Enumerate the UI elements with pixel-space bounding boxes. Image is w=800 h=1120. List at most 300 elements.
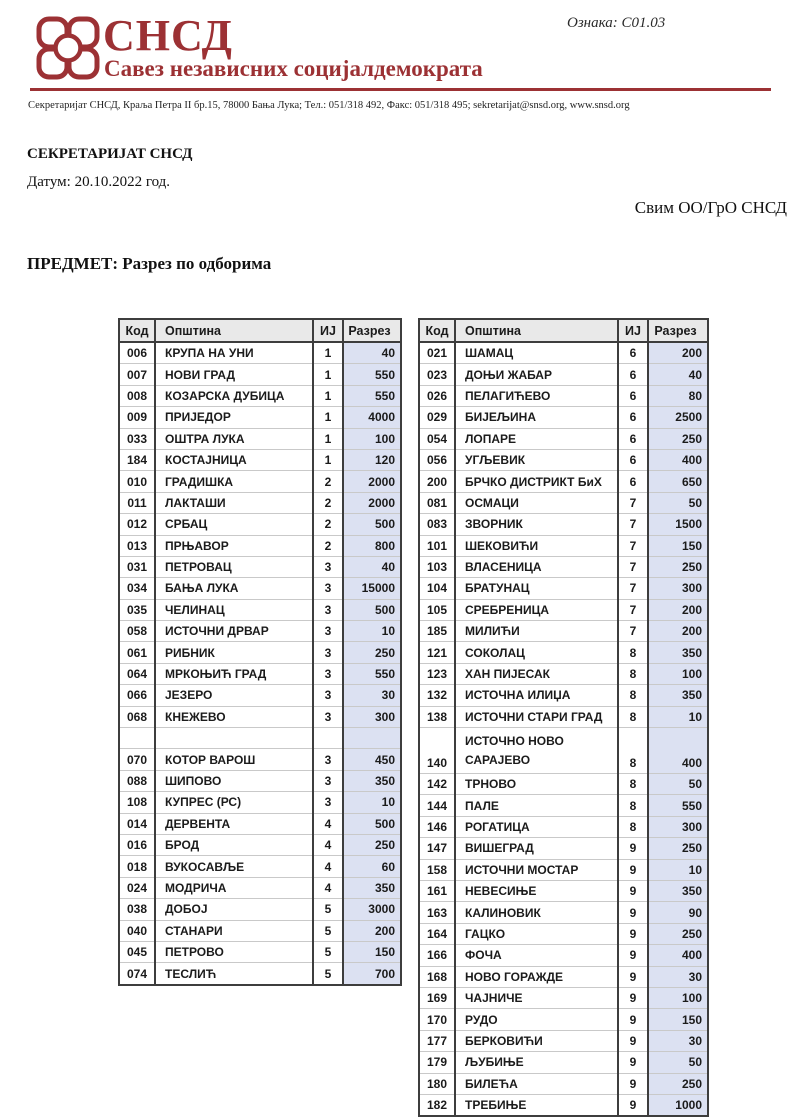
table-row [419, 795, 708, 816]
address-line: Секретаријат СНСД, Краља Петра II бр.15, 78000 Бања Лука; Тел.: 051/318 492, Факс: 051/318 495; sekretarijat@snsd.org, www.snsd.org [28, 100, 630, 111]
code-cell: 182 [419, 1094, 455, 1116]
municipality-cell: ДОБОЈ [155, 899, 313, 920]
table-row [119, 621, 401, 642]
razrez-cell: 200 [648, 599, 708, 620]
razrez-cell: 15000 [343, 578, 401, 599]
code-cell: 088 [119, 770, 155, 791]
razrez-cell: 550 [648, 795, 708, 816]
code-cell: 026 [419, 385, 455, 406]
ij-cell: 3 [313, 556, 343, 577]
razrez-cell: 120 [343, 449, 401, 470]
table-row [419, 923, 708, 944]
table-row [119, 342, 401, 364]
razrez-cell: 500 [343, 599, 401, 620]
municipality-cell: ДЕРВЕНТА [155, 813, 313, 834]
razrez-cell: 4000 [343, 407, 401, 428]
code-cell: 033 [119, 428, 155, 449]
table-row [419, 838, 708, 859]
municipality-cell: СОКОЛАЦ [455, 642, 618, 663]
column-header: Код [119, 319, 155, 342]
razrez-cell: 250 [648, 1073, 708, 1094]
municipality-cell: ТРНОВО [455, 774, 618, 795]
municipality-cell: МИЛИЋИ [455, 621, 618, 642]
ij-cell: 3 [313, 663, 343, 684]
ij-cell: 8 [618, 816, 648, 837]
table-row [419, 599, 708, 620]
municipality-cell [155, 728, 313, 749]
municipality-cell: ШАМАЦ [455, 342, 618, 364]
municipality-cell: ЛОПАРЕ [455, 428, 618, 449]
razrez-cell: 50 [648, 1052, 708, 1073]
table-row [419, 902, 708, 923]
municipality-cell: ШИПОВО [155, 770, 313, 791]
municipality-cell: КНЕЖЕВО [155, 706, 313, 727]
code-cell: 179 [419, 1052, 455, 1073]
ij-cell: 5 [313, 963, 343, 985]
razrez-cell: 90 [648, 902, 708, 923]
ij-cell: 4 [313, 834, 343, 855]
code-cell: 009 [119, 407, 155, 428]
municipality-cell: УГЉЕВИК [455, 449, 618, 470]
razrez-cell: 250 [648, 556, 708, 577]
ij-cell: 3 [313, 642, 343, 663]
code-cell: 146 [419, 816, 455, 837]
code-cell: 034 [119, 578, 155, 599]
ij-cell: 1 [313, 407, 343, 428]
table-row [119, 899, 401, 920]
table-row [419, 728, 708, 774]
table-row [419, 880, 708, 901]
code-cell: 164 [419, 923, 455, 944]
razrez-cell: 500 [343, 813, 401, 834]
razrez-cell: 100 [648, 663, 708, 684]
code-cell: 054 [419, 428, 455, 449]
municipality-cell: МРКОЊИЋ ГРАД [155, 663, 313, 684]
code-cell: 023 [419, 364, 455, 385]
code-cell: 083 [419, 514, 455, 535]
header-row [119, 319, 401, 342]
code-cell: 185 [419, 621, 455, 642]
razrez-cell: 150 [343, 941, 401, 962]
code-cell: 045 [119, 941, 155, 962]
table-row [419, 535, 708, 556]
ij-cell: 7 [618, 599, 648, 620]
table-row [419, 449, 708, 470]
municipality-cell: БРАТУНАЦ [455, 578, 618, 599]
razrez-cell: 400 [648, 449, 708, 470]
ij-cell: 1 [313, 428, 343, 449]
municipality-cell: ГРАДИШКА [155, 471, 313, 492]
code-cell: 161 [419, 880, 455, 901]
code-cell: 031 [119, 556, 155, 577]
razrez-cell: 700 [343, 963, 401, 985]
municipality-cell: ДОЊИ ЖАБАР [455, 364, 618, 385]
table-row [419, 816, 708, 837]
ij-cell: 9 [618, 923, 648, 944]
ij-cell: 3 [313, 770, 343, 791]
ij-cell: 4 [313, 877, 343, 898]
razrez-cell: 450 [343, 749, 401, 770]
municipality-cell: ШЕКОВИЋИ [455, 535, 618, 556]
municipality-cell: ЈЕЗЕРО [155, 685, 313, 706]
municipality-cell: МОДРИЧА [155, 877, 313, 898]
ij-cell: 2 [313, 535, 343, 556]
table-row [419, 621, 708, 642]
code-cell: 007 [119, 364, 155, 385]
ij-cell: 6 [618, 449, 648, 470]
ij-cell: 5 [313, 941, 343, 962]
right-table [418, 318, 709, 1117]
code-cell: 140 [419, 728, 455, 774]
ij-cell: 7 [618, 578, 648, 599]
table-row [419, 1009, 708, 1030]
ij-cell: 1 [313, 364, 343, 385]
table-row [119, 449, 401, 470]
municipality-cell: РУДО [455, 1009, 618, 1030]
municipality-cell: ИСТОЧНИ СТАРИ ГРАД [455, 706, 618, 727]
table-row [119, 728, 401, 749]
table-row [419, 342, 708, 364]
code-cell: 011 [119, 492, 155, 513]
ij-cell: 1 [313, 385, 343, 406]
municipality-cell: ПРЊАВОР [155, 535, 313, 556]
municipality-cell: БРОД [155, 834, 313, 855]
code-cell: 058 [119, 621, 155, 642]
razrez-cell: 30 [648, 966, 708, 987]
razrez-cell: 550 [343, 385, 401, 406]
municipality-cell: ФОЧА [455, 945, 618, 966]
razrez-cell: 250 [343, 834, 401, 855]
ij-cell: 4 [313, 813, 343, 834]
table-row [419, 364, 708, 385]
ij-cell: 8 [618, 685, 648, 706]
razrez-cell: 300 [648, 578, 708, 599]
code-cell: 038 [119, 899, 155, 920]
code-cell: 014 [119, 813, 155, 834]
ij-cell: 5 [313, 920, 343, 941]
municipality-cell: ГАЦКО [455, 923, 618, 944]
table-row [119, 578, 401, 599]
ij-cell: 9 [618, 945, 648, 966]
code-cell: 144 [419, 795, 455, 816]
ij-cell: 6 [618, 471, 648, 492]
table-row [119, 514, 401, 535]
razrez-cell: 300 [648, 816, 708, 837]
municipality-cell: ИСТОЧНИ ДРВАР [155, 621, 313, 642]
ij-cell: 6 [618, 407, 648, 428]
razrez-cell: 60 [343, 856, 401, 877]
ij-cell: 3 [313, 685, 343, 706]
org-acronym: СНСД [103, 11, 233, 60]
doc-code: Ознака: C01.03 [567, 15, 666, 31]
razrez-cell: 200 [343, 920, 401, 941]
municipality-cell: ЧЕЛИНАЦ [155, 599, 313, 620]
razrez-cell: 2000 [343, 471, 401, 492]
column-header: Општина [455, 319, 618, 342]
code-cell: 138 [419, 706, 455, 727]
razrez-cell: 10 [648, 706, 708, 727]
code-cell: 070 [119, 749, 155, 770]
razrez-cell: 300 [343, 706, 401, 727]
razrez-cell: 10 [343, 621, 401, 642]
municipality-cell: ПРИЈЕДОР [155, 407, 313, 428]
municipality-cell: ЉУБИЊЕ [455, 1052, 618, 1073]
code-cell: 104 [419, 578, 455, 599]
municipality-cell: ВИШЕГРАД [455, 838, 618, 859]
table-row [419, 556, 708, 577]
razrez-cell: 350 [343, 770, 401, 791]
table-row [119, 642, 401, 663]
ij-cell: 2 [313, 471, 343, 492]
ij-cell: 9 [618, 838, 648, 859]
table-row [419, 1094, 708, 1116]
razrez-cell: 350 [648, 642, 708, 663]
razrez-cell: 250 [648, 923, 708, 944]
municipality-cell: БРЧКО ДИСТРИКТ БиХ [455, 471, 618, 492]
razrez-cell: 500 [343, 514, 401, 535]
razrez-cell: 200 [648, 342, 708, 364]
razrez-cell: 10 [343, 792, 401, 813]
ij-cell: 9 [618, 859, 648, 880]
table-row [119, 535, 401, 556]
table-row [119, 749, 401, 770]
code-cell: 064 [119, 663, 155, 684]
table-row [119, 685, 401, 706]
code-cell: 006 [119, 342, 155, 364]
ij-cell: 7 [618, 535, 648, 556]
ij-cell: 3 [313, 706, 343, 727]
code-cell: 018 [119, 856, 155, 877]
table-row [419, 642, 708, 663]
code-cell: 103 [419, 556, 455, 577]
ij-cell: 3 [313, 578, 343, 599]
razrez-cell: 1000 [648, 1094, 708, 1116]
table-row [419, 492, 708, 513]
municipality-cell: ОШТРА ЛУКА [155, 428, 313, 449]
ij-cell: 6 [618, 428, 648, 449]
table-row [119, 556, 401, 577]
razrez-cell: 250 [648, 838, 708, 859]
razrez-cell: 350 [648, 685, 708, 706]
code-cell: 012 [119, 514, 155, 535]
code-cell: 169 [419, 987, 455, 1008]
subject-line: ПРЕДМЕТ: Разрез по одборима [27, 254, 272, 273]
table-row [119, 599, 401, 620]
table-row [419, 578, 708, 599]
razrez-cell: 650 [648, 471, 708, 492]
code-cell: 147 [419, 838, 455, 859]
code-cell: 105 [419, 599, 455, 620]
table-row [419, 385, 708, 406]
table-row [419, 514, 708, 535]
razrez-cell: 400 [648, 945, 708, 966]
razrez-cell: 50 [648, 492, 708, 513]
ij-cell: 7 [618, 556, 648, 577]
ij-cell: 8 [618, 706, 648, 727]
ij-cell: 9 [618, 966, 648, 987]
ij-cell: 7 [618, 492, 648, 513]
ij-cell: 8 [618, 642, 648, 663]
code-cell: 177 [419, 1030, 455, 1051]
municipality-cell: ИСТОЧНА ИЛИЏА [455, 685, 618, 706]
table-row [119, 407, 401, 428]
razrez-cell: 2500 [648, 407, 708, 428]
razrez-cell: 400 [648, 728, 708, 774]
code-cell: 101 [419, 535, 455, 556]
razrez-cell: 3000 [343, 899, 401, 920]
razrez-cell: 250 [343, 642, 401, 663]
razrez-cell: 200 [648, 621, 708, 642]
razrez-cell: 250 [648, 428, 708, 449]
municipality-cell: ЧАЈНИЧЕ [455, 987, 618, 1008]
code-cell: 024 [119, 877, 155, 898]
code-cell: 021 [419, 342, 455, 364]
ij-cell: 1 [313, 449, 343, 470]
municipality-cell: КОЗАРСКА ДУБИЦА [155, 385, 313, 406]
municipality-cell: ПЕЛАГИЋЕВО [455, 385, 618, 406]
municipality-cell: НЕВЕСИЊЕ [455, 880, 618, 901]
code-cell: 166 [419, 945, 455, 966]
municipality-cell: ВУКОСАВЉЕ [155, 856, 313, 877]
table-row [119, 941, 401, 962]
table-row [419, 1073, 708, 1094]
razrez-cell: 550 [343, 364, 401, 385]
department-title: СЕКРЕТАРИЈАТ СНСД [27, 146, 193, 162]
municipality-cell: СРБАЦ [155, 514, 313, 535]
ij-cell [313, 728, 343, 749]
municipality-cell: НОВИ ГРАД [155, 364, 313, 385]
table-row [419, 774, 708, 795]
municipality-cell: ИСТОЧНИ МОСТАР [455, 859, 618, 880]
ij-cell: 7 [618, 514, 648, 535]
municipality-cell: БЕРКОВИЋИ [455, 1030, 618, 1051]
municipality-cell: ИСТОЧНО НОВО САРАЈЕВО [455, 728, 618, 774]
municipality-cell: ОСМАЦИ [455, 492, 618, 513]
ij-cell: 6 [618, 364, 648, 385]
municipality-cell: БИЛЕЋА [455, 1073, 618, 1094]
municipality-cell: ПАЛЕ [455, 795, 618, 816]
letterhead-divider [30, 88, 771, 91]
table-row [119, 492, 401, 513]
code-cell: 061 [119, 642, 155, 663]
ij-cell: 8 [618, 663, 648, 684]
municipality-cell: КОТОР ВАРОШ [155, 749, 313, 770]
razrez-cell: 150 [648, 535, 708, 556]
snsd-flower-logo-icon [35, 16, 101, 80]
recipient-line: Свим ОО/ГрО СНСД [634, 198, 787, 217]
table-row [419, 1030, 708, 1051]
ij-cell: 3 [313, 749, 343, 770]
ij-cell: 3 [313, 621, 343, 642]
code-cell: 180 [419, 1073, 455, 1094]
code-cell: 081 [419, 492, 455, 513]
table-row [119, 792, 401, 813]
table-row [119, 963, 401, 985]
municipality-cell: БИЈЕЉИНА [455, 407, 618, 428]
municipality-cell: ПЕТРОВАЦ [155, 556, 313, 577]
column-header: ИЈ [313, 319, 343, 342]
municipality-cell: ТРЕБИЊЕ [455, 1094, 618, 1116]
code-cell: 040 [119, 920, 155, 941]
table-row [119, 385, 401, 406]
code-cell: 029 [419, 407, 455, 428]
ij-cell: 3 [313, 792, 343, 813]
code-cell: 066 [119, 685, 155, 706]
table-row [119, 834, 401, 855]
ij-cell: 8 [618, 774, 648, 795]
ij-cell: 5 [313, 899, 343, 920]
table-row [419, 859, 708, 880]
table-row [119, 813, 401, 834]
municipality-cell: ВЛАСЕНИЦА [455, 556, 618, 577]
org-name: Савез независних социјалдемократа [104, 56, 483, 81]
table-row [419, 471, 708, 492]
table-row [119, 364, 401, 385]
code-cell: 013 [119, 535, 155, 556]
municipality-cell: КУПРЕС (РС) [155, 792, 313, 813]
code-cell: 010 [119, 471, 155, 492]
column-header: Разрез [648, 319, 708, 342]
left-table [118, 318, 402, 986]
razrez-cell: 80 [648, 385, 708, 406]
razrez-cell: 800 [343, 535, 401, 556]
table-row [119, 877, 401, 898]
code-cell: 200 [419, 471, 455, 492]
municipality-cell: СРЕБРЕНИЦА [455, 599, 618, 620]
table-row [419, 663, 708, 684]
ij-cell: 8 [618, 795, 648, 816]
code-cell: 074 [119, 963, 155, 985]
razrez-cell: 40 [343, 342, 401, 364]
ij-cell: 4 [313, 856, 343, 877]
code-cell: 168 [419, 966, 455, 987]
code-cell: 108 [119, 792, 155, 813]
razrez-cell: 350 [343, 877, 401, 898]
ij-cell: 3 [313, 599, 343, 620]
municipality-cell: ПЕТРОВО [155, 941, 313, 962]
table-row [119, 471, 401, 492]
razrez-cell: 350 [648, 880, 708, 901]
ij-cell: 6 [618, 342, 648, 364]
municipality-cell: ТЕСЛИЋ [155, 963, 313, 985]
code-cell: 123 [419, 663, 455, 684]
razrez-cell: 40 [343, 556, 401, 577]
ij-cell: 9 [618, 902, 648, 923]
left-table-header [119, 319, 401, 342]
table-row [119, 770, 401, 791]
razrez-cell: 100 [648, 987, 708, 1008]
ij-cell: 9 [618, 1052, 648, 1073]
code-cell: 132 [419, 685, 455, 706]
municipality-cell: КОСТАЈНИЦА [155, 449, 313, 470]
ij-cell: 9 [618, 880, 648, 901]
municipality-cell: СТАНАРИ [155, 920, 313, 941]
date-line: Датум: 20.10.2022 год. [27, 174, 171, 190]
municipality-cell: РИБНИК [155, 642, 313, 663]
razrez-cell: 150 [648, 1009, 708, 1030]
table-row [419, 428, 708, 449]
code-cell: 158 [419, 859, 455, 880]
code-cell: 008 [119, 385, 155, 406]
ij-cell: 9 [618, 1009, 648, 1030]
code-cell: 184 [119, 449, 155, 470]
razrez-cell: 50 [648, 774, 708, 795]
municipality-cell: КАЛИНОВИК [455, 902, 618, 923]
ij-cell: 6 [618, 385, 648, 406]
header-row [419, 319, 708, 342]
table-row [119, 856, 401, 877]
code-cell: 016 [119, 834, 155, 855]
